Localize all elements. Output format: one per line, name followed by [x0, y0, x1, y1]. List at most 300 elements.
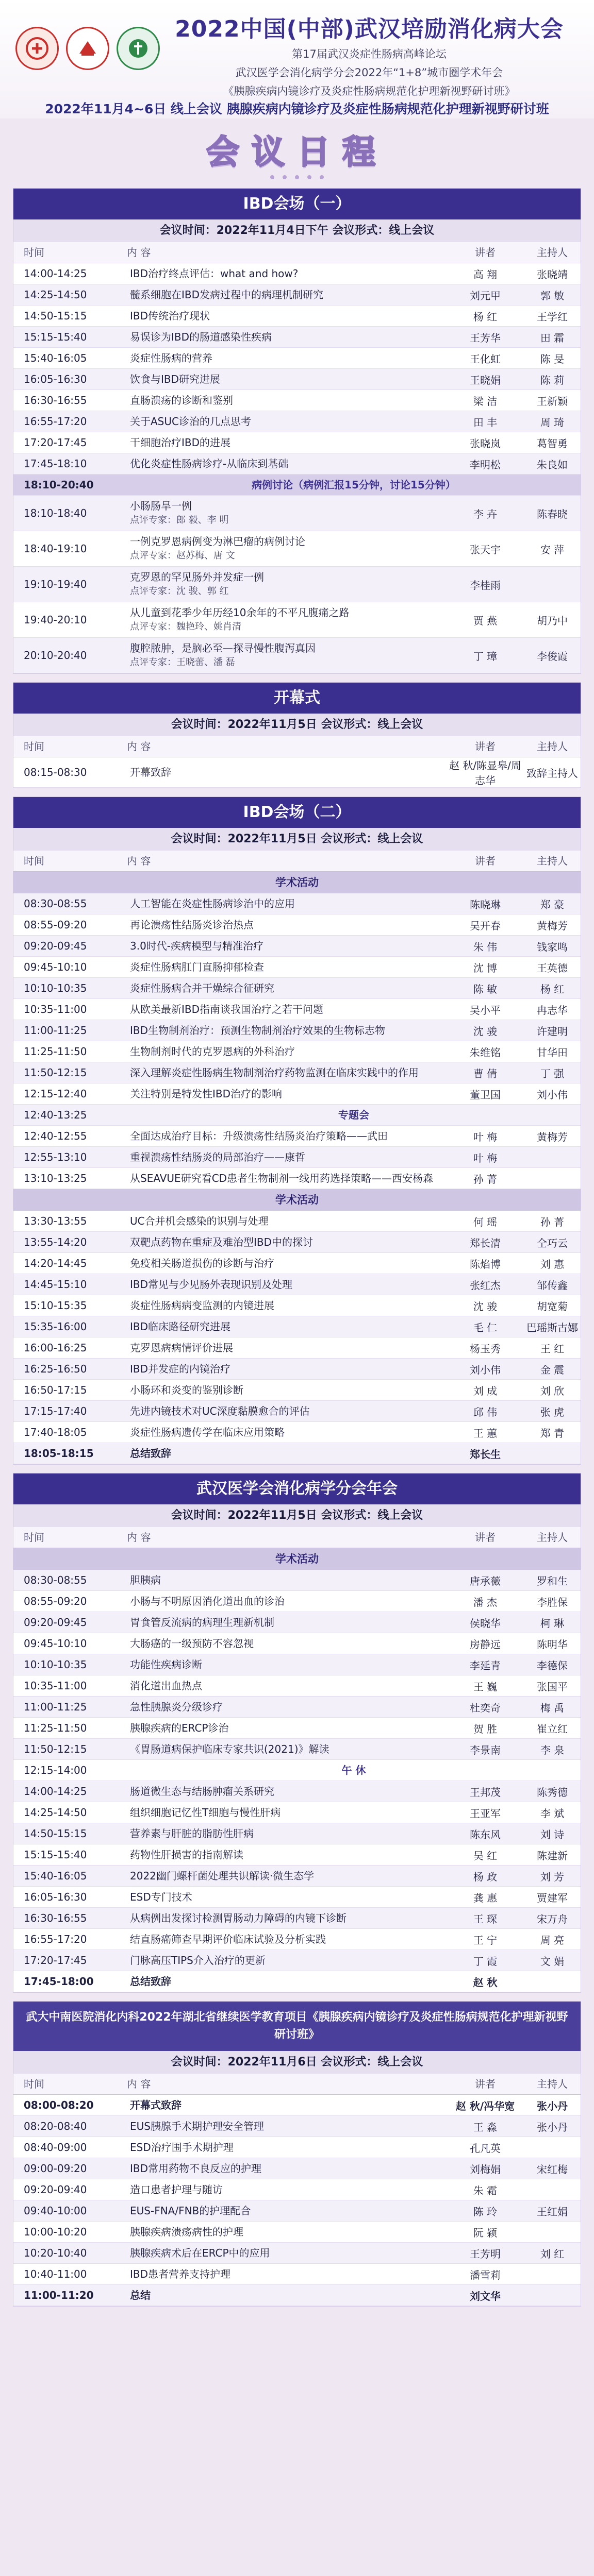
- row-speaker: 王邦茂: [470, 1786, 501, 1799]
- conference-subtitle-2: 武汉医学会消化病学分会2022年“1+8”城市圈学术年会: [235, 66, 503, 79]
- row-content: [127, 432, 447, 453]
- talk-title: ESD专门技术: [130, 1891, 192, 1903]
- talk-title: 先进内镜技术对UC深度黏膜愈合的评估: [130, 1405, 310, 1417]
- conference-subtitle-3: 《胰腺疾病内镜诊疗及炎症性肠病规范化护理新视野研讨班》: [223, 85, 516, 97]
- row-time: 14:20-14:45: [24, 1257, 87, 1269]
- column-content: 内 容: [127, 740, 151, 753]
- schedule-row: [13, 1443, 581, 1464]
- talk-title: 再论溃疡性结肠炎诊治热点: [130, 919, 254, 931]
- row-host: 仝巧云: [537, 1236, 568, 1249]
- section-time: 会议时间：2022年11月5日 会议形式：线上会议: [13, 1504, 581, 1527]
- row-content: [127, 1887, 447, 1907]
- row-host: 刘 惠: [540, 1258, 565, 1270]
- talk-title: 直肠溃疡的诊断和鉴别: [130, 394, 233, 406]
- row-time: 18:10-18:40: [24, 507, 87, 519]
- talk-title: 从病例出发探讨检测胃肠动力障碍的内镜下诊断: [130, 1912, 346, 1924]
- schedule-row: [13, 284, 581, 306]
- row-time: 19:10-19:40: [24, 578, 87, 590]
- talk-title: 3.0时代-疾病模型与精准治疗: [130, 940, 264, 952]
- talk-title: 全面达成治疗目标：升级溃疡性结肠炎治疗策略——武田: [130, 1130, 388, 1142]
- talk-title: 2022幽门螺杆菌处理共识解读·微生态学: [130, 1870, 315, 1882]
- row-time: 15:10-15:35: [24, 1299, 87, 1312]
- row-host: 胡乃中: [537, 614, 568, 627]
- schedule-row: [13, 263, 581, 284]
- row-content: [127, 1422, 447, 1443]
- talk-title: UC合并机会感染的识别与处理: [130, 1215, 269, 1227]
- talk-title: IBD传统治疗现状: [130, 310, 210, 322]
- discussant-line: 点评专家：王晓蕾、潘 磊: [130, 657, 235, 668]
- schedule-row: [13, 1062, 581, 1083]
- row-speaker: 王芳明: [470, 2247, 501, 2260]
- row-content: [127, 1168, 447, 1189]
- row-host: 黄梅芳: [537, 919, 568, 932]
- row-time: 12:40-12:55: [24, 1130, 87, 1142]
- schedule-row: [13, 531, 581, 567]
- schedule-row: [13, 1380, 581, 1401]
- talk-title: 急性胰腺炎分级诊疗: [130, 1701, 223, 1713]
- row-content: [127, 1781, 447, 1802]
- schedule-row: [13, 306, 581, 327]
- row-time: 12:55-13:10: [24, 1151, 87, 1163]
- row-host: 王 红: [540, 1342, 565, 1355]
- footer-space: [0, 2306, 594, 2337]
- row-host: 丁 强: [540, 1067, 565, 1080]
- column-content: 内 容: [127, 1531, 151, 1544]
- row-time: 14:25-14:50: [24, 289, 87, 301]
- row-host: 陈秀德: [537, 1786, 568, 1799]
- row-host: 郭 敏: [540, 289, 565, 302]
- schedule-row: [13, 1971, 581, 1992]
- row-speaker: 杨玉秀: [470, 1342, 501, 1355]
- row-speaker: 刘梅娟: [470, 2163, 501, 2176]
- talk-title: 结直肠癌筛查早期评价临床试验及分析实践: [130, 1933, 326, 1945]
- row-host: 杨 红: [540, 982, 565, 995]
- row-time: 12:15-14:00: [24, 1764, 87, 1776]
- schedule-row: [13, 567, 581, 602]
- row-speaker: 陈 敏: [473, 982, 498, 995]
- row-host: 刘 红: [540, 2247, 565, 2260]
- row-host: 陈春晓: [537, 507, 568, 520]
- schedule-row: [13, 1147, 581, 1168]
- row-time: 13:10-13:25: [24, 1172, 87, 1184]
- schedule-row: [13, 638, 581, 673]
- column-header: [13, 242, 581, 263]
- row-time: 08:30-08:55: [24, 1574, 87, 1586]
- row-time: 08:55-09:20: [24, 919, 87, 931]
- row-speaker: 陈 玲: [473, 2205, 498, 2218]
- row-speaker: 贺 胜: [473, 1722, 498, 1735]
- row-time: 09:20-09:40: [24, 2183, 87, 2196]
- section-title: IBD会场（一）: [13, 189, 581, 219]
- row-speaker: 阮 颖: [473, 2226, 498, 2239]
- schedule-row: [13, 1823, 581, 1844]
- talk-title: 造口患者护理与随访: [130, 2183, 223, 2196]
- row-time: 10:20-10:40: [24, 2247, 87, 2259]
- section-time: 会议时间：2022年11月4日下午 会议形式：线上会议: [13, 219, 581, 242]
- row-time: 17:20-17:45: [24, 1954, 87, 1967]
- schedule-row: [13, 1274, 581, 1295]
- talk-title: 关于ASUC诊治的几点思考: [130, 415, 251, 428]
- row-host: 甘华田: [537, 1046, 568, 1059]
- row-time: 09:00-09:20: [24, 2162, 87, 2175]
- row-speaker: 孔凡英: [470, 2142, 501, 2155]
- row-speaker: 毛 仁: [473, 1321, 498, 1334]
- talk-title: 胰腺疾病的ERCP诊治: [130, 1722, 229, 1734]
- schedule-row: [13, 2264, 581, 2285]
- schedule-row: [13, 999, 581, 1020]
- row-host: 陈 旻: [540, 352, 565, 365]
- schedule-row: [13, 1316, 581, 1337]
- row-speaker: 李 卉: [473, 507, 498, 520]
- row-speaker: 吴 红: [473, 1849, 498, 1862]
- row-time: 08:15-08:30: [24, 766, 87, 778]
- row-time: 16:55-17:20: [24, 415, 87, 428]
- section-time: 会议时间：2022年11月6日 会议形式：线上会议: [13, 2051, 581, 2074]
- row-content: [127, 2200, 447, 2221]
- row-speaker: 李延青: [470, 1659, 501, 1672]
- row-host: 刘 诗: [540, 1828, 565, 1841]
- row-content: [127, 914, 447, 935]
- column-content: 内 容: [127, 246, 151, 259]
- row-speaker: 王晓娟: [470, 374, 501, 386]
- row-content: [127, 2095, 447, 2115]
- row-content: [127, 1844, 447, 1865]
- schedule-row: [13, 1295, 581, 1316]
- row-time: 15:40-16:05: [24, 1870, 87, 1882]
- talk-title: ESD治疗围手术期护理: [130, 2141, 234, 2154]
- talk-title: 从欧美最新IBD指南谈我国治疗之若干问题: [130, 1003, 324, 1015]
- row-content: 午 休: [341, 1764, 366, 1776]
- row-time: 09:40-10:00: [24, 2205, 87, 2217]
- row-host: 陈明华: [537, 1638, 568, 1651]
- row-time: 11:00-11:25: [24, 1701, 87, 1713]
- row-speaker: 侯晓华: [470, 1617, 501, 1630]
- row-speaker: 张天宇: [470, 543, 501, 556]
- schedule-row: [13, 1781, 581, 1802]
- row-speaker: 叶 梅: [473, 1151, 498, 1164]
- row-content: [127, 602, 447, 637]
- row-speaker: 李桂雨: [470, 579, 501, 591]
- row-content: [127, 567, 447, 602]
- schedule-row: [13, 1802, 581, 1823]
- row-time: 08:40-09:00: [24, 2141, 87, 2154]
- row-content: [127, 1718, 447, 1738]
- schedule-row: [13, 1739, 581, 1760]
- column-time: 时间: [24, 740, 44, 753]
- row-content: [127, 1633, 447, 1654]
- header-banner: [0, 0, 594, 118]
- association-logo-icon: [66, 27, 109, 70]
- schedule-row: [13, 2137, 581, 2158]
- row-content: [127, 1126, 447, 1146]
- row-host: 陈建新: [537, 1849, 568, 1862]
- discussant-line: 点评专家：魏艳玲、姚肖清: [130, 621, 241, 632]
- row-time: 16:00-16:25: [24, 1342, 87, 1354]
- row-content: [127, 1654, 447, 1675]
- row-time: 16:05-16:30: [24, 373, 87, 385]
- schedule-row: [13, 1232, 581, 1253]
- schedule-rows: [13, 757, 581, 788]
- schedule-row: [13, 2116, 581, 2137]
- talk-title: IBD常见与少见肠外表现识别及处理: [130, 1278, 293, 1291]
- schedule-row: [13, 496, 581, 531]
- talk-title: IBD治疗终点评估：what and how?: [130, 267, 299, 280]
- row-speaker: 王 淼: [473, 2121, 498, 2133]
- schedule-rows: [13, 2095, 581, 2306]
- conference-title: 2022中国(中部)武汉培励消化病大会: [175, 16, 564, 42]
- row-host: 崔立红: [537, 1722, 568, 1735]
- section-title: IBD会场（二）: [13, 797, 581, 828]
- discussant-line: 点评专家：赵苏梅、唐 文: [130, 550, 235, 561]
- row-host: 周 亮: [540, 1934, 565, 1946]
- row-time: 10:35-11:00: [24, 1680, 87, 1692]
- row-speaker: 田 丰: [473, 416, 498, 429]
- row-time: 16:30-16:55: [24, 1912, 87, 1924]
- column-host: 主持人: [537, 740, 568, 753]
- row-host: 安 萍: [540, 543, 565, 556]
- column-content: 内 容: [127, 855, 151, 867]
- schedule-row: [13, 390, 581, 411]
- schedule-row: [13, 1866, 581, 1887]
- talk-title: IBD常用药物不良反应的护理: [130, 2162, 262, 2175]
- talk-title: 小肠肠旱一例: [130, 500, 192, 512]
- row-speaker: 潘 杰: [473, 1596, 498, 1608]
- column-speaker: 讲者: [475, 740, 496, 753]
- row-time: 10:00-10:20: [24, 2226, 87, 2238]
- schedule-row: [13, 453, 581, 474]
- schedule-row: [13, 1654, 581, 1675]
- row-time: 11:50-12:15: [24, 1743, 87, 1755]
- row-host: 张小丹: [537, 2099, 568, 2112]
- talk-title: 深入理解炎症性肠病生物制剂治疗药物监测在临床实践中的作用: [130, 1066, 419, 1079]
- talk-title: 炎症性肠病病变监测的内镜进展: [130, 1299, 274, 1312]
- row-content: [127, 1316, 447, 1337]
- row-speaker: 郑长清: [470, 1236, 501, 1249]
- row-content: [127, 2179, 447, 2200]
- column-speaker: 讲者: [475, 855, 496, 867]
- row-host: 张小丹: [537, 2121, 568, 2133]
- row-speaker: 杨 政: [473, 1870, 498, 1883]
- talk-title: 总结致辞: [130, 1975, 171, 1988]
- row-host: 李德保: [537, 1659, 568, 1672]
- row-content: [127, 1443, 447, 1464]
- schedule-row: [13, 1020, 581, 1041]
- block-subhead: 学术活动: [13, 872, 581, 893]
- schedule-row: [13, 1083, 581, 1105]
- row-host: 罗和生: [537, 1574, 568, 1587]
- schedule-row: [13, 2222, 581, 2243]
- talk-title: EUS胰腺手术期护理安全管理: [130, 2120, 264, 2132]
- row-content: [127, 957, 447, 977]
- row-content: [127, 327, 447, 347]
- row-host: 周 琦: [540, 416, 565, 429]
- row-time: 16:05-16:30: [24, 1891, 87, 1903]
- row-time: 19:40-20:10: [24, 614, 87, 626]
- talk-title: 组织细胞记忆性T细胞与慢性肝病: [130, 1806, 281, 1819]
- row-time: 09:45-10:10: [24, 961, 87, 973]
- row-content: [127, 1591, 447, 1612]
- row-host: 金 震: [540, 1363, 565, 1376]
- discussant-line: 点评专家：沈 骏、郭 红: [130, 586, 229, 597]
- row-speaker: 陈东风: [470, 1828, 501, 1841]
- row-time: 13:55-14:20: [24, 1236, 87, 1248]
- column-header: [13, 2074, 581, 2095]
- row-host: 冉志华: [537, 1004, 568, 1016]
- row-time: 14:00-14:25: [24, 1785, 87, 1798]
- row-speaker: 邱 伟: [473, 1405, 498, 1418]
- row-host: 胡宽菊: [537, 1300, 568, 1313]
- section-title: 武大中南医院消化内科2022年湖北省继续医学教育项目《胰腺疾病内镜诊疗及炎症性肠病规范化护理新视野研讨班》: [13, 2002, 581, 2051]
- row-time: 10:10-10:35: [24, 982, 87, 994]
- row-time: 09:20-09:45: [24, 940, 87, 952]
- row-time: 16:55-17:20: [24, 1933, 87, 1945]
- row-content: [127, 1612, 447, 1633]
- row-time: 12:15-12:40: [24, 1088, 87, 1100]
- row-host: 王红娟: [537, 2205, 568, 2218]
- row-host: 孙 菁: [540, 1215, 565, 1228]
- talk-title: 大肠癌的一级预防不容忽视: [130, 1637, 254, 1650]
- talk-title: 开幕式致辞: [130, 2099, 182, 2111]
- row-content: [127, 2285, 447, 2306]
- row-content: [127, 1866, 447, 1886]
- row-time: 14:00-14:25: [24, 267, 87, 280]
- row-content: [127, 762, 447, 783]
- talk-title: 优化炎症性肠病诊疗-从临床到基础: [130, 457, 289, 470]
- talk-title: 总结: [130, 2289, 151, 2301]
- row-speaker: 高 翔: [473, 268, 498, 281]
- schedule-row: [13, 602, 581, 638]
- row-time: 08:55-09:20: [24, 1595, 87, 1607]
- column-time: 时间: [24, 2078, 44, 2090]
- medical-society-logo-icon: [117, 27, 160, 70]
- talk-title: 功能性疾病诊断: [130, 1658, 202, 1671]
- row-speaker: 潘雪莉: [470, 2268, 501, 2281]
- schedule-row: [13, 1126, 581, 1147]
- row-content: [127, 1232, 447, 1252]
- column-host: 主持人: [537, 855, 568, 867]
- talk-title: 消化道出血热点: [130, 1680, 202, 1692]
- row-content: [127, 2222, 447, 2242]
- schedule-row: [13, 1401, 581, 1422]
- row-content: [127, 1570, 447, 1590]
- row-speaker: 王亚军: [470, 1807, 501, 1820]
- row-host: 王新颖: [537, 395, 568, 408]
- row-time: 09:45-10:10: [24, 1637, 87, 1650]
- row-content: [127, 284, 447, 305]
- schedule-row: [13, 1633, 581, 1654]
- row-speaker: 朱 霜: [473, 2184, 498, 2197]
- row-host: 钱家鸣: [537, 940, 568, 953]
- row-content: [127, 2137, 447, 2158]
- row-time: 10:35-11:00: [24, 1003, 87, 1015]
- agenda-section: [13, 1473, 581, 1992]
- row-speaker: 沈 博: [473, 961, 498, 974]
- row-speaker: 刘 成: [473, 1384, 498, 1397]
- column-time: 时间: [24, 246, 44, 259]
- schedule-row: [13, 1675, 581, 1697]
- talk-title: 腹腔脓肿，是脑必至—探寻慢性腹泻真因: [130, 642, 316, 654]
- row-content: [127, 1739, 447, 1759]
- conference-subtitle-1: 第17届武汉炎症性肠病高峰论坛: [292, 48, 447, 60]
- row-host: 梅 禹: [540, 1701, 565, 1714]
- schedule-row: [13, 1168, 581, 1189]
- row-host: 许建明: [537, 1025, 568, 1038]
- column-header: [13, 1527, 581, 1548]
- row-content: [127, 1274, 447, 1295]
- column-time: 时间: [24, 1531, 44, 1544]
- talk-title: 人工智能在炎症性肠病诊治中的应用: [130, 897, 295, 910]
- schedule-row: [13, 1929, 581, 1950]
- row-time: 14:50-15:15: [24, 310, 87, 322]
- column-host: 主持人: [537, 1531, 568, 1544]
- row-host: 黄梅芳: [537, 1130, 568, 1143]
- row-speaker: 刘文华: [470, 2290, 501, 2302]
- row-host: 张国平: [537, 1680, 568, 1693]
- discussant-line: 点评专家：郎 毅、李 明: [130, 515, 229, 526]
- row-content: [127, 2158, 447, 2179]
- column-speaker: 讲者: [475, 2078, 496, 2090]
- row-content: [127, 369, 447, 389]
- row-time: 09:20-09:45: [24, 1616, 87, 1629]
- row-time: 11:25-11:50: [24, 1722, 87, 1734]
- row-content: [127, 978, 447, 998]
- talk-title: 《胃肠道病保护临床专家共识(2021)》解读: [130, 1743, 329, 1755]
- row-host: 张 虎: [540, 1405, 565, 1418]
- talk-title: 总结致辞: [130, 1447, 171, 1460]
- row-speaker: 唐承薇: [470, 1574, 501, 1587]
- row-host: 文 娟: [540, 1955, 565, 1968]
- schedule-row: [13, 1591, 581, 1612]
- row-time: 17:45-18:10: [24, 457, 87, 470]
- talk-title: 从SEAVUE研究看CD患者生物制剂一线用药选择策略——西安杨森: [130, 1172, 434, 1184]
- talk-title: 免疫相关肠道损伤的诊断与治疗: [130, 1257, 274, 1269]
- agenda-sections: [0, 189, 594, 2306]
- schedule-row: [13, 432, 581, 453]
- row-host: 刘小伟: [537, 1088, 568, 1101]
- talk-title: 炎症性肠病合并干燥综合征研究: [130, 982, 274, 994]
- row-content: [127, 1380, 447, 1400]
- talk-title: 关注特别是特发性IBD治疗的影响: [130, 1088, 283, 1100]
- row-speaker: 朱维铭: [470, 1046, 501, 1059]
- row-content: [127, 2116, 447, 2137]
- row-speaker: 贾 燕: [473, 614, 498, 627]
- row-host: 朱良如: [537, 458, 568, 471]
- schedule-row: [13, 2095, 581, 2116]
- row-content: [127, 306, 447, 326]
- schedule-row: [13, 978, 581, 999]
- row-time: 13:30-13:55: [24, 1215, 87, 1227]
- talk-title: 克罗恩病病情评价进展: [130, 1342, 233, 1354]
- row-speaker: 陈焰博: [470, 1258, 501, 1270]
- schedule-row: [13, 914, 581, 936]
- row-speaker: 龚 惠: [473, 1891, 498, 1904]
- row-speaker: 王芳华: [470, 331, 501, 344]
- conference-date: 2022年11月4~6日 线上会议 胰腺疾病内镜诊疗及炎症性肠病规范化护理新视野研讨班: [45, 101, 549, 116]
- section-time: 会议时间：2022年11月5日 会议形式：线上会议: [13, 828, 581, 851]
- row-speaker: 朱 伟: [473, 940, 498, 953]
- row-host: 巴瑶斯古娜: [526, 1321, 578, 1334]
- row-speaker: 杨 红: [473, 310, 498, 323]
- row-time: 15:15-15:40: [24, 1849, 87, 1861]
- row-time: 16:30-16:55: [24, 394, 87, 406]
- talk-title: 易误诊为IBD的肠道感染性疾病: [130, 331, 272, 343]
- row-host: 刘 欣: [540, 1384, 565, 1397]
- row-host: 郑 豪: [540, 898, 565, 911]
- row-content: [127, 893, 447, 914]
- row-host: 贾建军: [537, 1891, 568, 1904]
- row-content: 病例讨论（病例汇报15分钟，讨论15分钟）: [252, 479, 456, 491]
- row-host: 李 斌: [540, 1807, 565, 1820]
